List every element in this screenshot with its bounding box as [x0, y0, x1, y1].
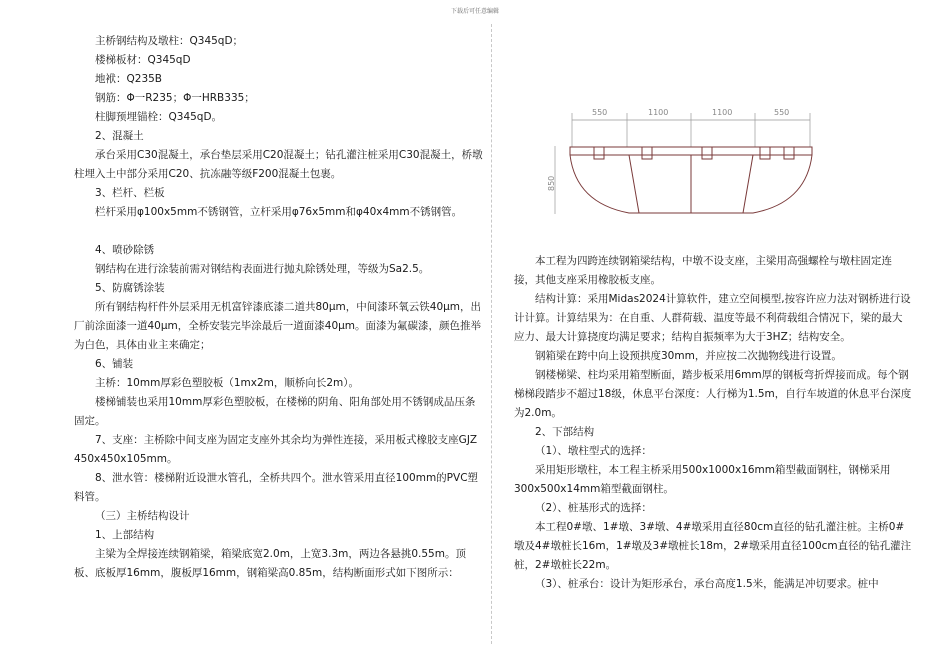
left-column	[74, 32, 484, 583]
right-paragraph: 钢箱梁在跨中向上设预拱度30mm，并应按二次抛物线进行设置。	[535, 350, 842, 362]
left-paragraph: 3、栏杆、栏板	[95, 187, 165, 199]
right-paragraph: 结构计算：采用Midas2024计算软件，建立空间模型,按容许应力法对钢桥进行设计计算。计算结果为：在自重、人群荷载、温度等最不利荷载组合情况下，梁的最大应力、最大计算挠度均满足要求；结构自振频率为大于3HZ；结构安全。	[514, 293, 911, 343]
left-paragraph	[74, 222, 484, 241]
left-paragraph: 8、泄水管：楼梯附近设泄水管孔，全桥共四个。泄水管采用直径100mm的PVC塑料管。	[74, 472, 479, 503]
dim-1100-right: 1100	[712, 108, 733, 117]
left-paragraph: 所有钢结构杆件外层采用无机富锌漆底漆二道共80μm，中间漆环氧云铁40μm，出厂前涂面漆一道40μm，全桥安装完毕涂最后一道面漆40μm。面漆为氟碳漆，颜色推举为白色，具体由业主来确定；	[74, 301, 482, 351]
dim-height: 850	[547, 175, 556, 191]
left-paragraph: 1、上部结构	[95, 529, 155, 541]
left-paragraph: 4、喷砂除锈	[95, 244, 155, 256]
dim-1100-left: 1100	[648, 108, 669, 117]
right-paragraph: 钢楼梯梁、柱均采用箱型断面，踏步板采用6mm厚的钢板弯折焊接而成。每个钢梯梯段踏步不超过18级，休息平台深度：人行梯为1.5m，自行车坡道的休息平台深度为2.0m。	[514, 369, 912, 419]
right-paragraph: 本工程为四跨连续钢箱梁结构，中墩不设支座，主梁用高强螺栓与墩柱固定连接，其他支座采用橡胶板支座。	[514, 255, 892, 286]
dim-550-left: 550	[592, 108, 608, 117]
dim-550-right: 550	[774, 108, 790, 117]
left-paragraph: 钢筋：Φ一R235；Φ一HRB335；	[95, 92, 255, 104]
left-paragraph: 2、混凝土	[95, 130, 144, 142]
left-paragraph: 地袱：Q235B	[95, 73, 163, 85]
left-paragraph: 主桥钢结构及墩柱：Q345qD；	[95, 35, 244, 47]
right-paragraph: 本工程0#墩、1#墩、3#墩、4#墩采用直径80cm直径的钻孔灌注桩。主桥0#墩及4#墩桩长16m，1#墩及3#墩桩长18m，2#墩采用直径100cm直径的钻孔灌注桩，2#墩桩长22m。	[514, 521, 912, 571]
left-paragraph: 柱脚预埋锚栓：Q345qD。	[95, 111, 223, 123]
column-divider	[491, 24, 492, 644]
right-paragraph: （3）、桩承台：设计为矩形承台，承台高度1.5米，能满足冲切要求。桩中	[535, 578, 879, 590]
left-paragraph: 5、防腐锈涂装	[95, 282, 165, 294]
left-paragraph: 主桥：10mm厚彩色塑胶板（1mx2m，顺桥向长2m）。	[95, 377, 360, 389]
right-paragraph: （1）、墩柱型式的选择：	[535, 445, 652, 457]
left-paragraph: 承台采用C30混凝土，承台垫层采用C20混凝土；钻孔灌注桩采用C30混凝土，桥墩柱埋入土中部分采用C20、抗冻融等级F200混凝土包裹。	[74, 149, 483, 180]
left-paragraph: 7、支座：主桥除中间支座为固定支座外其余均为弹性连接，采用板式橡胶支座GJZ 450x450x105mm。	[74, 434, 478, 465]
left-paragraph: 6、铺装	[95, 358, 134, 370]
left-paragraph: 楼梯铺装也采用10mm厚彩色塑胶板，在楼梯的阴角、阳角部处用不锈钢成品压条固定。	[74, 396, 476, 427]
right-column	[514, 252, 912, 594]
left-paragraph: 栏杆采用φ100x5mm不锈钢管，立杆采用φ76x5mm和φ40x4mm不锈钢管。	[95, 206, 463, 218]
page-header: 下载后可任意编辑	[450, 8, 499, 15]
box-girder-section-figure	[548, 103, 838, 223]
cross-section-drawing	[548, 103, 838, 223]
left-paragraph: 钢结构在进行涂装前需对钢结构表面进行抛丸除锈处理，等级为Sa2.5。	[95, 263, 430, 275]
left-paragraph: 楼梯板材：Q345qD	[95, 54, 191, 66]
left-paragraph: 主梁为全焊接连续钢箱梁，箱梁底宽2.0m，上宽3.3m，两边各悬挑0.55m。顶板、底板厚16mm，腹板厚16mm，钢箱梁高0.85m，结构断面形式如下图所示：	[74, 548, 466, 579]
left-paragraph: （三）主桥结构设计	[95, 510, 190, 522]
right-paragraph: 采用矩形墩柱，本工程主桥采用500x1000x16mm箱型截面钢柱，钢梯采用300x500x14mm箱型截面钢柱。	[514, 464, 891, 495]
right-paragraph: （2）、桩基形式的选择：	[535, 502, 652, 514]
right-paragraph: 2、下部结构	[535, 426, 595, 438]
